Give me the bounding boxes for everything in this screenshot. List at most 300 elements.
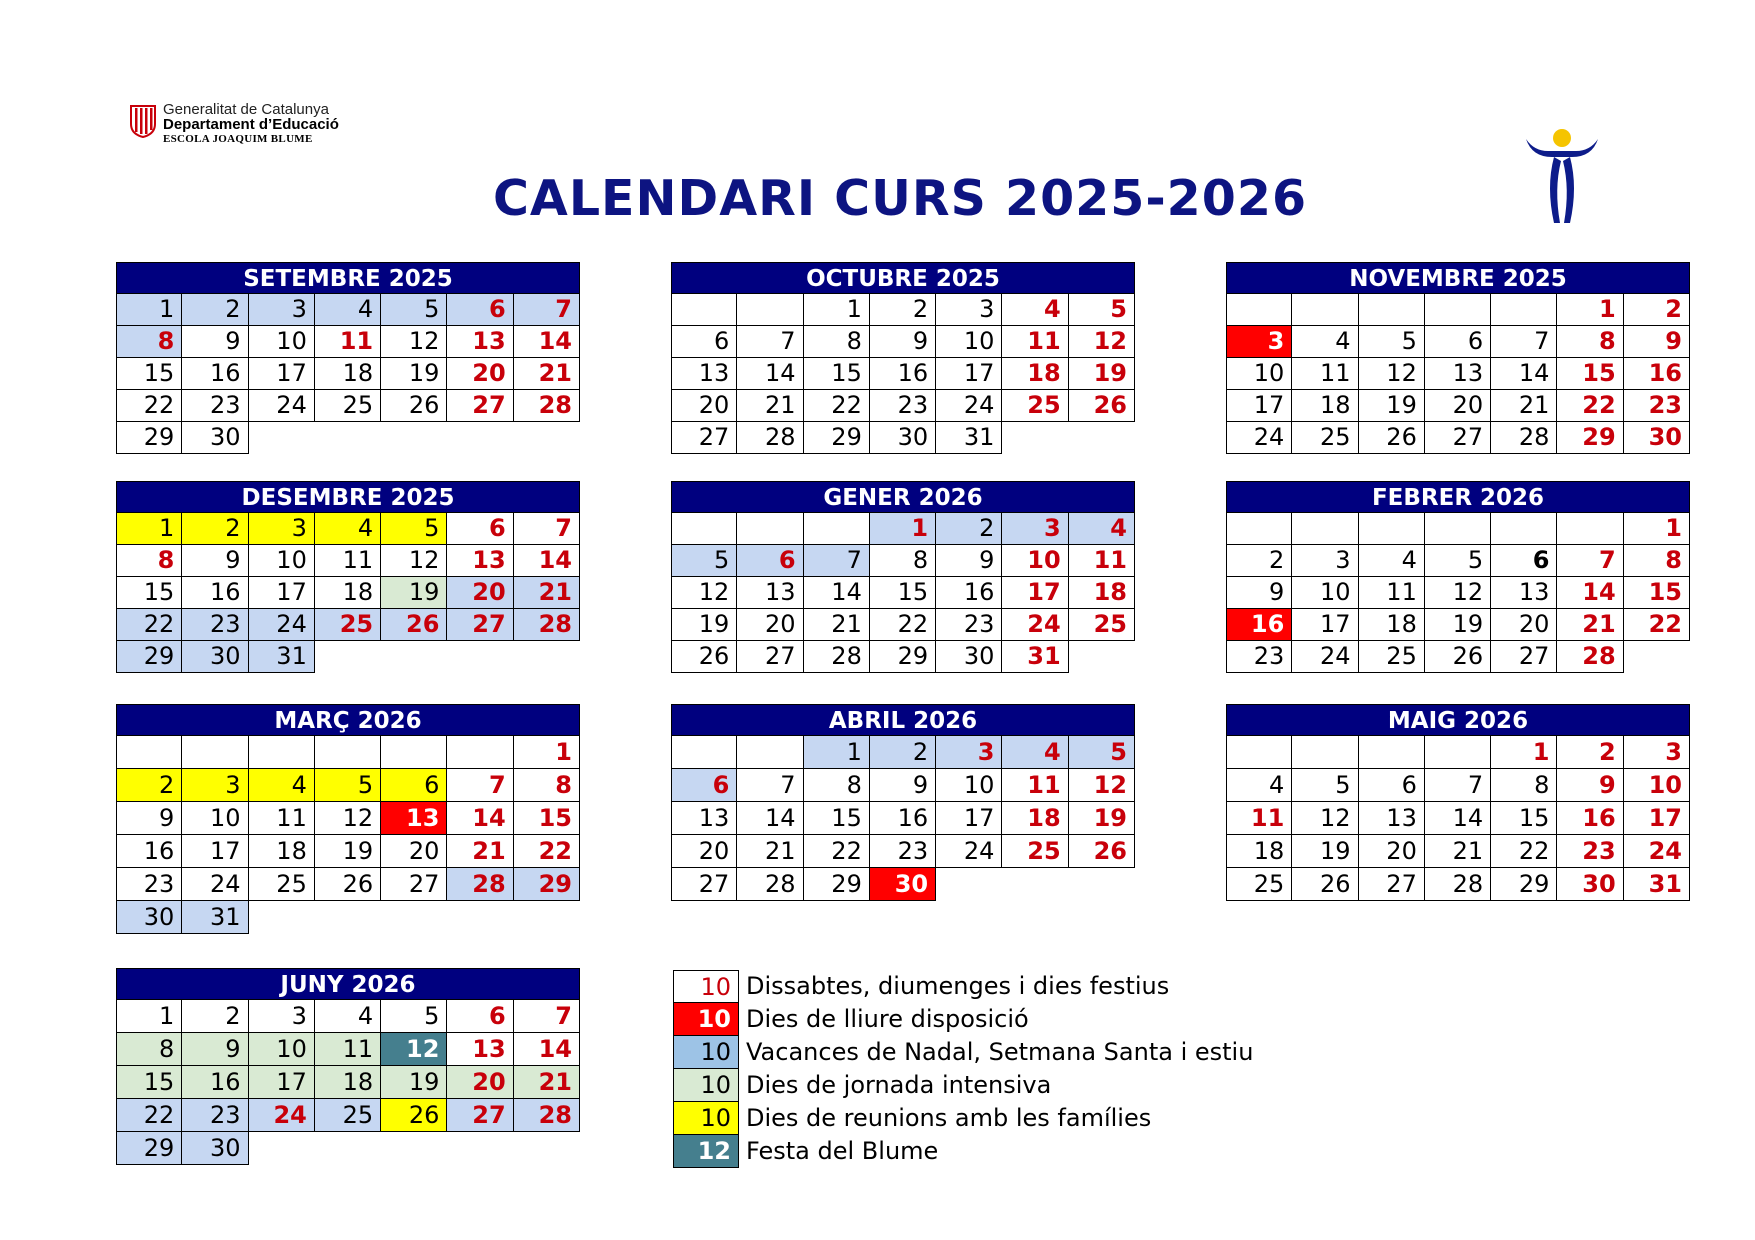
legend-item — [673, 1003, 1253, 1036]
day-cell: 2 — [870, 736, 936, 769]
day-cell: 21 — [514, 358, 580, 390]
day-cell: 10 — [1292, 577, 1358, 609]
day-cell: 10 — [1226, 358, 1292, 390]
day-cell: 13 — [671, 358, 737, 390]
week-row — [671, 358, 1135, 390]
legend-label: Vacances de Nadal, Setmana Santa i estiu — [746, 1038, 1254, 1066]
day-cell: 18 — [1002, 802, 1068, 835]
day-cell: 5 — [671, 545, 737, 577]
day-cell: 30 — [182, 422, 248, 454]
day-cell: 16 — [1226, 609, 1292, 641]
day-cell: 2 — [1624, 294, 1690, 326]
day-cell: 21 — [514, 577, 580, 609]
day-cell: 27 — [737, 641, 803, 673]
day-cell: 16 — [182, 358, 248, 390]
day-cell: 5 — [1069, 736, 1135, 769]
week-row — [116, 326, 580, 358]
day-cell: 3 — [249, 513, 315, 545]
day-cell: 28 — [514, 390, 580, 422]
day-cell: 24 — [249, 1099, 315, 1132]
day-cell: 21 — [1557, 609, 1623, 641]
week-row — [671, 577, 1135, 609]
day-cell: 7 — [804, 545, 870, 577]
day-cell: 4 — [1002, 736, 1068, 769]
day-cell: 23 — [116, 868, 182, 901]
week-row — [116, 769, 580, 802]
blank-cell — [1002, 422, 1068, 454]
day-cell: 26 — [1069, 390, 1135, 422]
day-cell: 1 — [116, 294, 182, 326]
blank-cell — [1069, 641, 1135, 673]
day-cell: 4 — [315, 513, 381, 545]
day-cell: 12 — [671, 577, 737, 609]
week-row — [1226, 545, 1690, 577]
day-cell: 12 — [1069, 769, 1135, 802]
week-row — [671, 802, 1135, 835]
day-cell: 3 — [249, 294, 315, 326]
day-cell: 10 — [936, 326, 1002, 358]
day-cell: 2 — [182, 294, 248, 326]
day-cell: 20 — [1359, 835, 1425, 868]
day-cell: 16 — [1557, 802, 1623, 835]
day-cell: 13 — [1359, 802, 1425, 835]
day-cell: 19 — [1425, 609, 1491, 641]
blank-cell — [182, 736, 248, 769]
blank-cell — [514, 641, 580, 673]
day-cell: 9 — [182, 326, 248, 358]
day-cell: 11 — [1002, 326, 1068, 358]
day-cell: 6 — [1425, 326, 1491, 358]
day-cell: 16 — [116, 835, 182, 868]
day-cell: 15 — [514, 802, 580, 835]
day-cell: 25 — [249, 868, 315, 901]
day-cell: 22 — [514, 835, 580, 868]
day-cell: 1 — [804, 294, 870, 326]
day-cell: 17 — [249, 577, 315, 609]
month-3 — [1226, 262, 1690, 454]
week-row — [1226, 769, 1690, 802]
legend-swatch: 10 — [673, 970, 739, 1003]
catalan-seal-icon — [129, 104, 157, 138]
day-cell: 21 — [737, 835, 803, 868]
day-cell: 14 — [1491, 358, 1557, 390]
day-cell: 17 — [1292, 609, 1358, 641]
month-title: DESEMBRE 2025 — [116, 481, 580, 513]
blank-cell — [447, 736, 513, 769]
day-cell: 19 — [381, 358, 447, 390]
month-title: ABRIL 2026 — [671, 704, 1135, 736]
day-cell: 30 — [116, 901, 182, 934]
day-cell: 12 — [1425, 577, 1491, 609]
day-cell: 31 — [1624, 868, 1690, 901]
day-cell: 10 — [1624, 769, 1690, 802]
day-cell: 21 — [1491, 390, 1557, 422]
day-cell: 2 — [936, 513, 1002, 545]
week-row — [671, 294, 1135, 326]
week-row — [116, 1066, 580, 1099]
day-cell: 29 — [804, 422, 870, 454]
day-cell: 12 — [1359, 358, 1425, 390]
day-cell: 18 — [249, 835, 315, 868]
day-cell: 28 — [514, 609, 580, 641]
day-cell: 31 — [182, 901, 248, 934]
day-cell: 5 — [1425, 545, 1491, 577]
day-cell: 21 — [737, 390, 803, 422]
blank-cell — [1491, 513, 1557, 545]
week-row — [1226, 609, 1690, 641]
day-cell: 10 — [936, 769, 1002, 802]
month-1 — [116, 262, 580, 454]
day-cell: 21 — [804, 609, 870, 641]
day-cell: 10 — [249, 326, 315, 358]
day-cell: 2 — [870, 294, 936, 326]
day-cell: 20 — [1425, 390, 1491, 422]
day-cell: 27 — [1491, 641, 1557, 673]
day-cell: 7 — [514, 1000, 580, 1033]
day-cell: 26 — [381, 390, 447, 422]
day-cell: 9 — [1557, 769, 1623, 802]
day-cell: 22 — [1557, 390, 1623, 422]
blank-cell — [249, 1132, 315, 1165]
blank-cell — [315, 1132, 381, 1165]
org-name: Generalitat de Catalunya — [163, 101, 329, 118]
day-cell: 22 — [116, 390, 182, 422]
day-cell: 12 — [381, 1033, 447, 1066]
day-cell: 5 — [1359, 326, 1425, 358]
day-cell: 1 — [116, 1000, 182, 1033]
day-cell: 12 — [381, 326, 447, 358]
day-cell: 4 — [1002, 294, 1068, 326]
page-title: CALENDARI CURS 2025-2026 — [492, 170, 1308, 227]
week-row — [1226, 577, 1690, 609]
day-cell: 28 — [447, 868, 513, 901]
week-row — [1226, 868, 1690, 901]
blank-cell — [447, 422, 513, 454]
day-cell: 2 — [182, 513, 248, 545]
day-cell: 26 — [315, 868, 381, 901]
legend-item — [673, 1069, 1253, 1102]
week-row — [116, 609, 580, 641]
day-cell: 18 — [1002, 358, 1068, 390]
day-cell: 14 — [514, 1033, 580, 1066]
blank-cell — [315, 736, 381, 769]
day-cell: 17 — [1226, 390, 1292, 422]
day-cell: 18 — [315, 577, 381, 609]
month-9 — [1226, 704, 1690, 901]
week-row — [671, 609, 1135, 641]
blank-cell — [116, 736, 182, 769]
day-cell: 8 — [804, 769, 870, 802]
day-cell: 1 — [870, 513, 936, 545]
day-cell: 1 — [116, 513, 182, 545]
day-cell: 23 — [182, 609, 248, 641]
day-cell: 28 — [1425, 868, 1491, 901]
day-cell: 14 — [1425, 802, 1491, 835]
month-5 — [671, 481, 1135, 673]
week-row — [116, 1132, 580, 1165]
blank-cell — [1002, 868, 1068, 901]
day-cell: 23 — [870, 390, 936, 422]
day-cell: 26 — [381, 1099, 447, 1132]
day-cell: 24 — [936, 390, 1002, 422]
blank-cell — [1359, 736, 1425, 769]
day-cell: 1 — [804, 736, 870, 769]
day-cell: 28 — [514, 1099, 580, 1132]
day-cell: 25 — [1359, 641, 1425, 673]
week-row — [116, 1033, 580, 1066]
day-cell: 11 — [315, 326, 381, 358]
day-cell: 12 — [315, 802, 381, 835]
month-title: FEBRER 2026 — [1226, 481, 1690, 513]
day-cell: 17 — [1002, 577, 1068, 609]
day-cell: 17 — [1624, 802, 1690, 835]
day-cell: 7 — [737, 326, 803, 358]
week-row — [1226, 835, 1690, 868]
blank-cell — [671, 294, 737, 326]
day-cell: 22 — [804, 835, 870, 868]
day-cell: 6 — [671, 326, 737, 358]
day-cell: 25 — [1002, 390, 1068, 422]
day-cell: 27 — [447, 390, 513, 422]
school-logo-icon — [1524, 127, 1600, 227]
day-cell: 23 — [1226, 641, 1292, 673]
day-cell: 26 — [1069, 835, 1135, 868]
day-cell: 9 — [182, 1033, 248, 1066]
day-cell: 11 — [249, 802, 315, 835]
week-row — [1226, 736, 1690, 769]
blank-cell — [1491, 294, 1557, 326]
day-cell: 20 — [447, 1066, 513, 1099]
week-row — [116, 641, 580, 673]
legend-item — [673, 970, 1253, 1003]
day-cell: 8 — [870, 545, 936, 577]
day-cell: 6 — [1359, 769, 1425, 802]
day-cell: 31 — [1002, 641, 1068, 673]
day-cell: 30 — [182, 641, 248, 673]
day-cell: 18 — [1292, 390, 1358, 422]
day-cell: 17 — [936, 802, 1002, 835]
day-cell: 7 — [447, 769, 513, 802]
week-row — [116, 577, 580, 609]
day-cell: 5 — [1292, 769, 1358, 802]
day-cell: 5 — [1069, 294, 1135, 326]
day-cell: 17 — [249, 1066, 315, 1099]
week-row — [671, 422, 1135, 454]
generalitat-logo — [129, 102, 339, 147]
day-cell: 19 — [1069, 358, 1135, 390]
day-cell: 10 — [1002, 545, 1068, 577]
month-6 — [1226, 481, 1690, 673]
week-row — [671, 868, 1135, 901]
day-cell: 4 — [1069, 513, 1135, 545]
day-cell: 18 — [315, 358, 381, 390]
day-cell: 9 — [1624, 326, 1690, 358]
day-cell: 5 — [315, 769, 381, 802]
day-cell: 4 — [1292, 326, 1358, 358]
blank-cell — [249, 422, 315, 454]
day-cell: 25 — [1069, 609, 1135, 641]
legend-swatch: 10 — [673, 1102, 739, 1135]
day-cell: 16 — [182, 577, 248, 609]
day-cell: 28 — [737, 868, 803, 901]
day-cell: 28 — [1557, 641, 1623, 673]
legend-label: Dies de jornada intensiva — [746, 1071, 1052, 1099]
day-cell: 27 — [671, 422, 737, 454]
day-cell: 1 — [514, 736, 580, 769]
blank-cell — [447, 641, 513, 673]
month-title: SETEMBRE 2025 — [116, 262, 580, 294]
week-row — [116, 545, 580, 577]
blank-cell — [381, 422, 447, 454]
day-cell: 16 — [936, 577, 1002, 609]
day-cell: 24 — [249, 609, 315, 641]
week-row — [671, 736, 1135, 769]
blank-cell — [381, 641, 447, 673]
day-cell: 2 — [1226, 545, 1292, 577]
week-row — [671, 513, 1135, 545]
week-row — [671, 326, 1135, 358]
week-row — [671, 545, 1135, 577]
department-name: Departament d’Educació — [163, 116, 339, 133]
day-cell: 20 — [1491, 609, 1557, 641]
day-cell: 23 — [1624, 390, 1690, 422]
day-cell: 6 — [447, 294, 513, 326]
legend-label: Dies de reunions amb les famílies — [746, 1104, 1152, 1132]
blank-cell — [447, 1132, 513, 1165]
day-cell: 11 — [1226, 802, 1292, 835]
day-cell: 3 — [1292, 545, 1358, 577]
day-cell: 3 — [936, 294, 1002, 326]
month-8 — [671, 704, 1135, 901]
day-cell: 15 — [804, 802, 870, 835]
day-cell: 4 — [1359, 545, 1425, 577]
week-row — [116, 390, 580, 422]
day-cell: 13 — [1425, 358, 1491, 390]
day-cell: 2 — [116, 769, 182, 802]
day-cell: 22 — [1491, 835, 1557, 868]
day-cell: 13 — [1491, 577, 1557, 609]
blank-cell — [1226, 513, 1292, 545]
day-cell: 6 — [671, 769, 737, 802]
month-4 — [116, 481, 580, 673]
blank-cell — [249, 736, 315, 769]
blank-cell — [514, 901, 580, 934]
blank-cell — [1292, 294, 1358, 326]
blank-cell — [315, 641, 381, 673]
day-cell: 13 — [381, 802, 447, 835]
day-cell: 16 — [1624, 358, 1690, 390]
week-row — [1226, 326, 1690, 358]
blank-cell — [381, 1132, 447, 1165]
blank-cell — [249, 901, 315, 934]
day-cell: 15 — [804, 358, 870, 390]
legend-swatch: 12 — [673, 1135, 739, 1168]
day-cell: 4 — [249, 769, 315, 802]
week-row — [116, 901, 580, 934]
week-row — [1226, 422, 1690, 454]
day-cell: 1 — [1624, 513, 1690, 545]
school-name: ESCOLA JOAQUIM BLUME — [163, 133, 313, 145]
day-cell: 16 — [182, 1066, 248, 1099]
week-row — [671, 641, 1135, 673]
day-cell: 18 — [1359, 609, 1425, 641]
blank-cell — [1624, 641, 1690, 673]
day-cell: 19 — [1069, 802, 1135, 835]
day-cell: 4 — [315, 1000, 381, 1033]
day-cell: 23 — [182, 390, 248, 422]
legend-item — [673, 1135, 1253, 1168]
day-cell: 24 — [936, 835, 1002, 868]
day-cell: 8 — [1557, 326, 1623, 358]
day-cell: 14 — [514, 326, 580, 358]
day-cell: 4 — [1226, 769, 1292, 802]
day-cell: 12 — [1292, 802, 1358, 835]
day-cell: 29 — [116, 1132, 182, 1165]
day-cell: 1 — [1491, 736, 1557, 769]
day-cell: 3 — [936, 736, 1002, 769]
day-cell: 25 — [315, 609, 381, 641]
day-cell: 26 — [1425, 641, 1491, 673]
legend-label: Dissabtes, diumenges i dies festius — [746, 972, 1170, 1000]
legend-swatch: 10 — [673, 1069, 739, 1102]
day-cell: 2 — [1557, 736, 1623, 769]
day-cell: 15 — [1491, 802, 1557, 835]
day-cell: 28 — [804, 641, 870, 673]
day-cell: 8 — [116, 545, 182, 577]
day-cell: 14 — [737, 802, 803, 835]
blank-cell — [1069, 868, 1135, 901]
day-cell: 24 — [1002, 609, 1068, 641]
day-cell: 25 — [1226, 868, 1292, 901]
day-cell: 6 — [737, 545, 803, 577]
day-cell: 29 — [870, 641, 936, 673]
day-cell: 3 — [182, 769, 248, 802]
week-row — [116, 294, 580, 326]
day-cell: 13 — [447, 545, 513, 577]
day-cell: 22 — [1624, 609, 1690, 641]
blank-cell — [1557, 513, 1623, 545]
day-cell: 29 — [1491, 868, 1557, 901]
blank-cell — [1425, 513, 1491, 545]
day-cell: 27 — [447, 1099, 513, 1132]
day-cell: 30 — [870, 422, 936, 454]
day-cell: 31 — [936, 422, 1002, 454]
week-row — [1226, 294, 1690, 326]
day-cell: 7 — [1425, 769, 1491, 802]
day-cell: 23 — [1557, 835, 1623, 868]
day-cell: 26 — [381, 609, 447, 641]
blank-cell — [1292, 736, 1358, 769]
blank-cell — [1069, 422, 1135, 454]
day-cell: 28 — [737, 422, 803, 454]
day-cell: 9 — [936, 545, 1002, 577]
day-cell: 27 — [1425, 422, 1491, 454]
legend-item — [673, 1102, 1253, 1135]
day-cell: 11 — [315, 1033, 381, 1066]
day-cell: 24 — [1226, 422, 1292, 454]
week-row — [1226, 802, 1690, 835]
month-title: NOVEMBRE 2025 — [1226, 262, 1690, 294]
day-cell: 15 — [116, 1066, 182, 1099]
week-row — [1226, 513, 1690, 545]
day-cell: 8 — [514, 769, 580, 802]
blank-cell — [1359, 513, 1425, 545]
blank-cell — [671, 513, 737, 545]
day-cell: 27 — [381, 868, 447, 901]
day-cell: 22 — [804, 390, 870, 422]
day-cell: 13 — [447, 1033, 513, 1066]
day-cell: 18 — [1069, 577, 1135, 609]
